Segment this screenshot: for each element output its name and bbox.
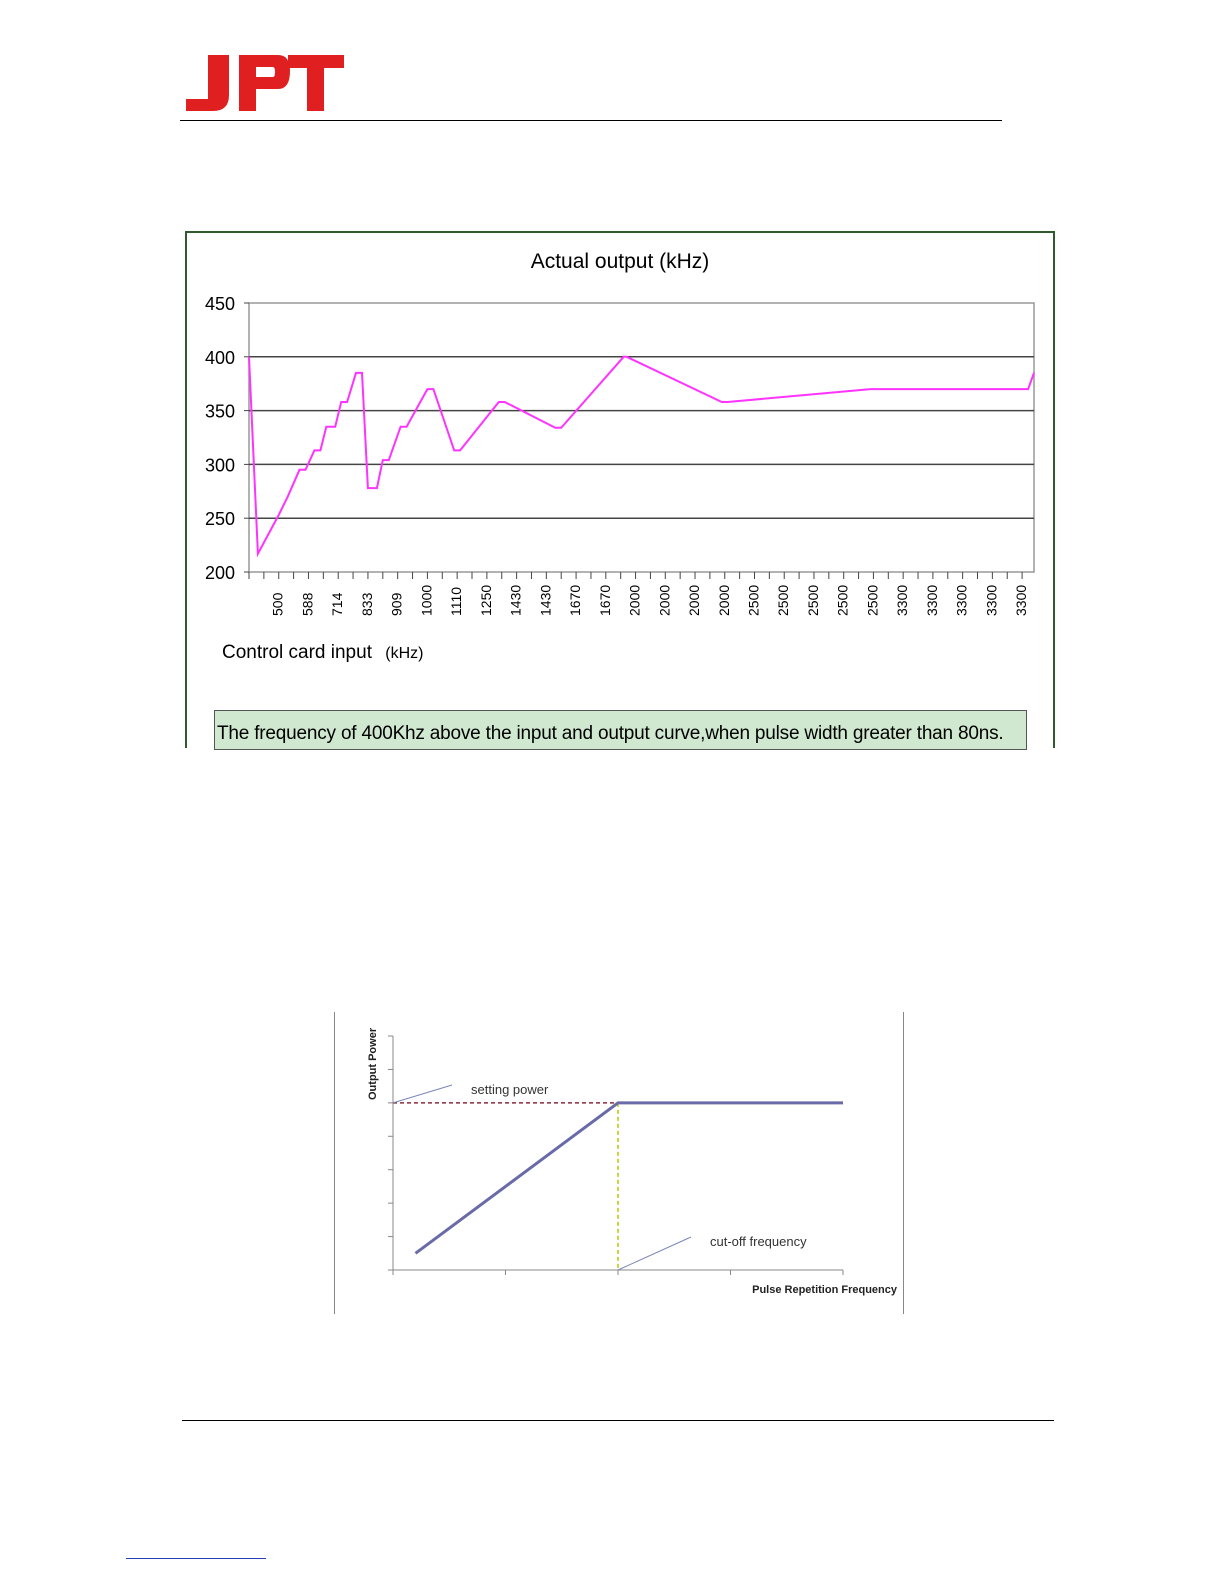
x-tick-label: 1000 [418, 584, 435, 616]
chart-note: The frequency of 400Khz above the input and output curve,when pulse width greater than 80ns. [214, 710, 1027, 750]
x-tick-label: 3300 [894, 584, 911, 616]
cutoff-frequency-leader [618, 1237, 691, 1270]
chart-title: Actual output (kHz) [530, 250, 710, 273]
x-tick-label: 714 [329, 592, 346, 616]
y-axis-label: Output Power [367, 1027, 379, 1100]
x-tick-label: 833 [358, 592, 375, 616]
logo-letter-p [239, 55, 290, 111]
header-rule [180, 120, 1002, 121]
x-tick-label: 588 [299, 592, 316, 616]
logo-letter-t [288, 55, 344, 111]
setting-power-annotation: setting power [471, 1082, 549, 1097]
y-tick-label: 300 [204, 455, 235, 476]
x-tick-label: 2500 [775, 584, 792, 616]
x-tick-label: 1110 [448, 586, 465, 616]
x-tick-label: 2500 [834, 584, 851, 616]
y-tick-label: 350 [204, 401, 235, 422]
plot-area [249, 303, 1034, 572]
series-line-output-power [416, 1103, 844, 1253]
x-tick-label: 3300 [923, 584, 940, 616]
y-tick-label: 200 [204, 563, 235, 583]
x-tick-label: 1430 [537, 584, 554, 616]
x-tick-label: 2500 [804, 584, 821, 616]
x-tick-label: 1670 [567, 584, 584, 616]
x-tick-label: 909 [388, 592, 405, 616]
footer-rule [182, 1420, 1054, 1421]
chart-output-power [334, 1012, 904, 1314]
logo-text: JPT [186, 56, 188, 57]
logo-letter-j [186, 55, 229, 111]
x-axis-label [222, 642, 423, 663]
cutoff-frequency-annotation: cut-off frequency [710, 1234, 807, 1249]
footer-link-underline [126, 1558, 266, 1559]
x-tick-label: 2000 [715, 584, 732, 616]
x-axis-label-unit: (kHz) [385, 645, 424, 662]
x-tick-label: 1430 [507, 584, 524, 616]
x-tick-label: 2000 [626, 584, 643, 616]
x-tick-label: 2500 [864, 584, 881, 616]
logo-glyphs [186, 55, 344, 111]
y-tick-label: 250 [204, 509, 235, 530]
x-tick-label: 500 [269, 592, 286, 616]
x-axis-label: Pulse Repetition Frequency [752, 1284, 897, 1296]
x-tick-label: 3300 [1013, 584, 1030, 616]
series-line-actual-output [249, 357, 1034, 554]
y-tick-label: 400 [204, 347, 235, 368]
x-tick-label: 2000 [656, 584, 673, 616]
setting-power-leader [393, 1085, 452, 1103]
chart-actual-output [185, 231, 1055, 748]
jpt-logo [186, 55, 346, 118]
x-tick-label: 1250 [477, 584, 494, 616]
x-tick-label: 2000 [686, 584, 703, 616]
x-tick-label: 3300 [983, 584, 1000, 616]
y-tick-label: 450 [204, 294, 235, 314]
x-axis-label-text: Control card input [222, 642, 372, 663]
x-tick-label: 2500 [745, 584, 762, 616]
x-tick-label: 1670 [596, 584, 613, 616]
x-tick-label: 3300 [953, 584, 970, 616]
